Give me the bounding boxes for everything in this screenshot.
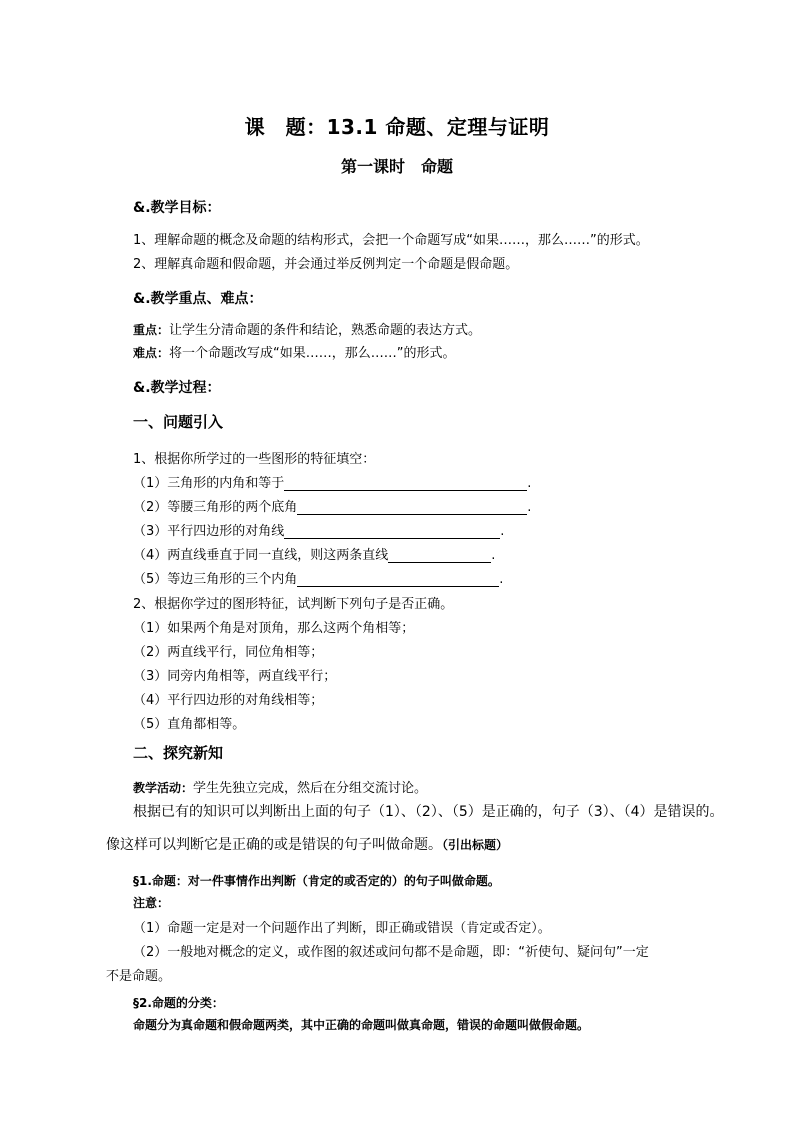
activity-text: 学生先独立完成，然后在分组交流讨论。 [193,781,428,796]
judge-item-4: （4）平行四边形的对角线相等； [133,693,324,708]
fill-item-5 [133,568,503,587]
fill-blank [388,548,491,563]
fill-item-4 [133,544,495,563]
key-point-label: 重点： [133,323,170,337]
section-objectives-heading: &.教学目标： [133,200,221,216]
judge-item-1: （1）如果两个角是对顶角，那么这两个角相等； [133,621,415,636]
fill-item-2 [133,496,531,515]
part1-heading: 一、问题引入 [133,413,224,431]
key-point-text: 让学生分清命题的条件和结论，熟悉命题的表达方式。 [169,323,482,338]
paragraph-2 [106,834,508,854]
definition-2: §2.命题的分类： [133,996,224,1010]
page-subtitle: 第一课时 命题 [340,157,453,176]
fill-item-text: （2）等腰三角形的两个底角 [133,500,298,515]
question2-intro: 2、根据你学过的图形特征，试判断下列句子是否正确。 [133,597,454,612]
fill-blank [284,524,500,539]
section-keypoints-heading: &.教学重点、难点： [133,291,263,307]
activity-label: 教学活动： [133,781,194,795]
definition-2-text: 命题分为真命题和假命题两类，其中正确的命题叫做真命题，错误的命题叫做假命题。 [133,1018,590,1032]
fill-item-text: （3）平行四边形的对角线 [133,524,285,539]
fill-item-3 [133,520,504,539]
note-label: 注意： [133,896,170,910]
judge-item-3: （3）同旁内角相等，两直线平行； [133,669,337,684]
fill-end: . [491,548,496,563]
fill-item-text: （5）等边三角形的三个内角 [133,572,298,587]
note-2: （2）一般地对概念的定义，或作图的叙述或问句都不是命题，即：“祈使句、疑问句”一定 [133,945,649,960]
paragraph-2-text: 像这样可以判断它是正确的或是错误的句子叫做命题。 [106,837,442,853]
fill-blank [297,572,499,587]
difficulty-line [133,342,456,361]
fill-end: . [527,500,532,515]
section-process-heading: &.教学过程： [133,380,221,396]
judge-item-5: （5）直角都相等。 [133,717,246,732]
paragraph-2-note: （引出标题） [442,838,509,852]
fill-blank [297,500,527,515]
objective-1: 1、理解命题的概念及命题的结构形式，会把一个命题写成“如果……，那么……”的形式。 [133,233,649,248]
key-point-line [133,319,481,338]
paragraph-1: 根据已有的知识可以判断出上面的句子（1）、（2）、（5）是正确的，句子（3）、（4）是错误的。 [133,804,724,820]
note-2-cont: 不是命题。 [106,969,172,984]
page-title: 课 题：13.1 命题、定理与证明 [244,115,550,139]
fill-end: . [527,476,532,491]
judge-item-2: （2）两直线平行，同位角相等； [133,645,324,660]
fill-end: . [499,572,504,587]
objective-2: 2、理解真命题和假命题，并会通过举反例判定一个命题是假命题。 [133,257,519,272]
fill-item-text: （1）三角形的内角和等于 [133,476,285,491]
question1-intro: 1、根据你所学过的一些图形的特征填空： [133,452,376,467]
fill-blank [284,476,527,491]
fill-item-1 [133,472,531,491]
difficulty-text: 将一个命题改写成“如果……，那么……”的形式。 [169,346,456,361]
difficulty-label: 难点： [133,346,170,360]
note-1: （1）命题一定是对一个问题作出了判断，即正确或错误（肯定或否定）。 [133,921,551,936]
definition-1: §1.命题：对一件事情作出判断（肯定的或否定的）的句子叫做命题。 [133,874,500,888]
fill-item-text: （4）两直线垂直于同一直线，则这两条直线 [133,548,389,563]
fill-end: . [500,524,505,539]
activity-line [133,777,427,796]
part2-heading: 二、探究新知 [133,744,224,762]
